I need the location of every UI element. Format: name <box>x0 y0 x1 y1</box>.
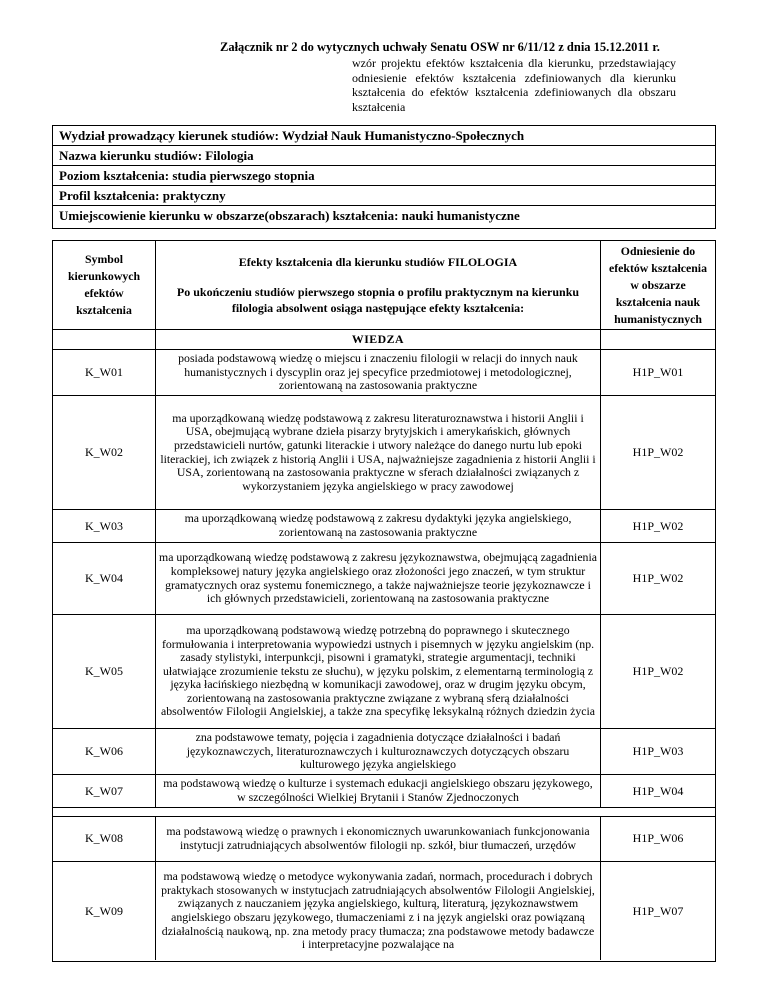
outcomes-header-subtitle: Po ukończeniu studiów pierwszego stopnia o profilu praktycznym na kierunku filologia absolwent osiąga następujące efekty kształcenia: <box>176 285 580 315</box>
table-row <box>53 396 715 510</box>
outcome-symbol: K_W03 <box>53 510 156 542</box>
reference-header: Odniesienie do efektów kształcenia w obszarze kształcenia nauk humanistycznych <box>609 243 707 326</box>
table-row <box>53 862 715 960</box>
outcomes-header <box>156 241 601 329</box>
outcome-symbol: K_W06 <box>53 729 156 774</box>
profile-row: Profil kształcenia: praktyczny <box>53 186 715 206</box>
table-row <box>53 729 715 775</box>
outcome-text: ma podstawową wiedzę o metodyce wykonywania zadań, normach, procedurach i dobrych praktykach stosowanych w instytucjach zatrudniających absolwentów Filologii Angielskiej, związanych z nauczaniem języka angielskiego, kulturą, literaturą, językoznawstwem angielskiego obszaru językowego, tłumaczeniami z i na język angielski oraz powiązaną działalnością naukową, np. zna metody pracy tłumacza; zna podstawowe metody badawcze i interpretacyjne pozwalające na <box>156 862 601 960</box>
outcome-reference: H1P_W01 <box>632 365 684 379</box>
outcome-text: posiada podstawową wiedzę o miejscu i znaczeniu filologii w relacji do innych nauk humanistycznych i dyscyplin oraz jej specyfice przedmiotowej i metodologicznej, zorientowaną na zastosowania praktyczne <box>156 350 601 395</box>
program-info-box <box>52 125 716 229</box>
outcome-symbol: K_W09 <box>53 862 156 960</box>
outcome-text: ma podstawową wiedzę o kulturze i systemach edukacji angielskiego obszaru językowego, w szczególności Wielkiej Brytanii i Stanów Zjednoczonych <box>156 775 601 807</box>
outcome-symbol: K_W01 <box>53 350 156 395</box>
attachment-title: Załącznik nr 2 do wytycznych uchwały Senatu OSW nr 6/11/12 z dnia 15.12.2011 r. <box>220 40 660 54</box>
outcome-symbol: K_W08 <box>53 816 156 861</box>
outcome-symbol: K_W07 <box>53 775 156 807</box>
table-header-row <box>53 241 715 330</box>
table-row <box>53 543 715 615</box>
outcome-reference: H1P_W02 <box>632 571 684 585</box>
learning-outcomes-table-cont <box>52 816 716 962</box>
symbol-header: Symbol kierunkowych efektów kształcenia <box>53 241 156 329</box>
outcome-symbol: K_W05 <box>53 615 156 728</box>
outcome-text: ma uporządkowaną wiedzę podstawową z zakresu dydaktyki języka angielskiego, zorientowaną na zastosowania praktyczne <box>156 510 601 542</box>
section-heading: WIEDZA <box>156 330 601 349</box>
table-row <box>53 816 715 862</box>
outcome-symbol: K_W02 <box>53 396 156 509</box>
table-row <box>53 775 715 808</box>
outcome-reference: H1P_W02 <box>632 664 684 678</box>
outcome-reference: H1P_W07 <box>632 903 684 918</box>
outcome-text: zna podstawowe tematy, pojęcia i zagadnienia dotyczące działalności i badań językoznawczych, literaturoznawczych i kulturoznawczych dotyczących obszaru kulturowego języka angielskiego <box>156 729 601 774</box>
outcome-reference: H1P_W03 <box>632 744 684 758</box>
section-row <box>53 330 715 350</box>
learning-outcomes-table <box>52 240 716 817</box>
level-row: Poziom kształcenia: studia pierwszego stopnia <box>53 166 715 186</box>
outcome-symbol: K_W04 <box>53 543 156 614</box>
outcome-reference: H1P_W02 <box>632 518 684 533</box>
area-row: Umiejscowienie kierunku w obszarze(obszarach) kształcenia: nauki humanistyczne <box>59 208 520 223</box>
table-row <box>53 510 715 543</box>
outcome-reference: H1P_W06 <box>632 831 684 845</box>
outcome-text: ma uporządkowaną wiedzę podstawową z zakresu językoznawstwa, obejmującą zagadnienia kompleksowej natury języka angielskiego oraz złożoności jego znaczeń, w tym struktur gramatycznych oraz systemu fonemicznego, a także najważniejsze teorie językoznawcze i ich głównych przedstawicieli, zorientowaną na zastosowania praktyczne <box>156 543 601 614</box>
table-row <box>53 615 715 729</box>
outcome-reference: H1P_W04 <box>632 783 684 798</box>
outcome-text: ma uporządkowaną wiedzę podstawową z zakresu literaturoznawstwa i historii Anglii i USA, obejmującą wybrane dzieła pisarzy brytyjskich i amerykańskich, głównych przedstawicieli nurtów, gatunki literackie i utwory należące do danego nurtu lub epoki literackiej, ich związek z historią Anglii i USA, najważniejsze zagadnienia z historii Anglii i USA, zorientowaną na zastosowania praktyczne w sferach działalności związanych z wykorzystaniem języka angielskiego w pracy zawodowej <box>156 396 601 509</box>
template-description: wzór projektu efektów kształcenia dla kierunku, przedstawiający odniesienie efektów kształcenia zdefiniowanych dla kierunku kształcenia do efektów kształcenia zdefiniowanych dla obszaru kształcenia <box>352 56 676 114</box>
faculty-row: Wydział prowadzący kierunek studiów: Wydział Nauk Humanistyczno-Społecznych <box>53 126 715 146</box>
outcomes-header-title: Efekty kształcenia dla kierunku studiów FILOLOGIA <box>238 255 518 269</box>
outcome-text: ma uporządkowaną podstawową wiedzę potrzebną do poprawnego i skutecznego formułowania i interpretowania wypowiedzi ustnych i pisemnych w języku angielskim (np. zasady stylistyki, interpunkcji, pisowni i gramatyki, strategie argumentacji, techniki ułatwiające zrozumienie tekstu ze słuchu), w języku polskim, z elementarną terminologią z języka łacińskiego niezbędną w komunikacji zawodowej, oraz w drugim języku obcym, zorientowaną na zastosowania praktyczne związane z wybraną sferą działalności absolwentów Filologii Angielskiej, a także zna specyfikę leksykalną różnych dziedzin życia <box>156 615 601 728</box>
outcome-reference: H1P_W02 <box>632 445 684 459</box>
table-row <box>53 350 715 396</box>
outcome-text: ma podstawową wiedzę o prawnych i ekonomicznych uwarunkowaniach funkcjonowania instytucji zatrudniających absolwentów filologii np. szkół, biur tłumaczeń, urzędów <box>156 816 601 861</box>
field-row: Nazwa kierunku studiów: Filologia <box>53 146 715 166</box>
